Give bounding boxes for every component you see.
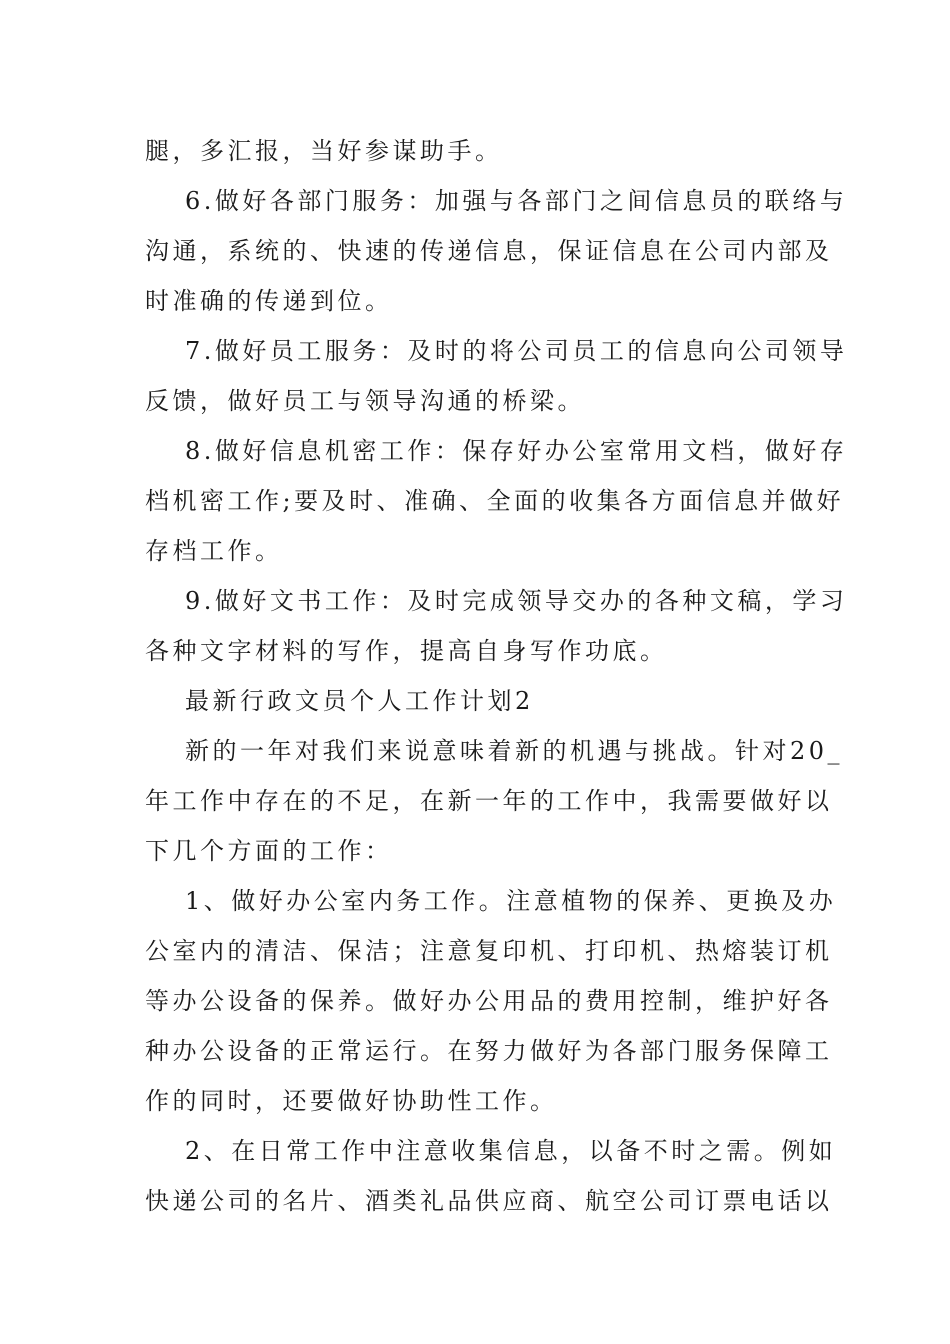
text-line: 7.做好员工服务：及时的将公司员工的信息向公司领导: [185, 337, 848, 365]
text-line: 等办公设备的保养。做好办公用品的费用控制，维护好各: [145, 987, 833, 1015]
text-line: 沟通，系统的、快速的传递信息，保证信息在公司内部及: [145, 237, 833, 265]
section-heading: 最新行政文员个人工作计划2: [185, 687, 534, 715]
text-line: 快递公司的名片、酒类礼品供应商、航空公司订票电话以: [145, 1187, 833, 1215]
text-line: 年工作中存在的不足，在新一年的工作中，我需要做好以: [145, 787, 833, 815]
text-line: 1、做好办公室内务工作。注意植物的保养、更换及办: [185, 887, 837, 915]
text-line: 公室内的清洁、保洁；注意复印机、打印机、热熔装订机: [145, 937, 833, 965]
text-line: 6.做好各部门服务：加强与各部门之间信息员的联络与: [185, 187, 848, 215]
document-body: [145, 126, 848, 1226]
text-line: 种办公设备的正常运行。在努力做好为各部门服务保障工: [145, 1037, 833, 1065]
text-line: 时准确的传递到位。: [145, 287, 393, 315]
text-line: 9.做好文书工作：及时完成领导交办的各种文稿，学习: [185, 587, 848, 615]
text-line: 各种文字材料的写作，提高自身写作功底。: [145, 637, 668, 665]
text-line: 8.做好信息机密工作：保存好办公室常用文档，做好存: [185, 437, 848, 465]
text-line: 作的同时，还要做好协助性工作。: [145, 1087, 558, 1115]
text-line: 新的一年对我们来说意味着新的机遇与挑战。针对20_: [185, 737, 844, 765]
text-line: 档机密工作;要及时、准确、全面的收集各方面信息并做好: [145, 487, 845, 515]
text-line: 下几个方面的工作：: [145, 837, 393, 865]
text-line: 2、在日常工作中注意收集信息，以备不时之需。例如: [185, 1137, 837, 1165]
text-line: 存档工作。: [145, 537, 283, 565]
text-line: 腿，多汇报，当好参谋助手。: [145, 137, 503, 165]
text-line: 反馈，做好员工与领导沟通的桥梁。: [145, 387, 585, 415]
